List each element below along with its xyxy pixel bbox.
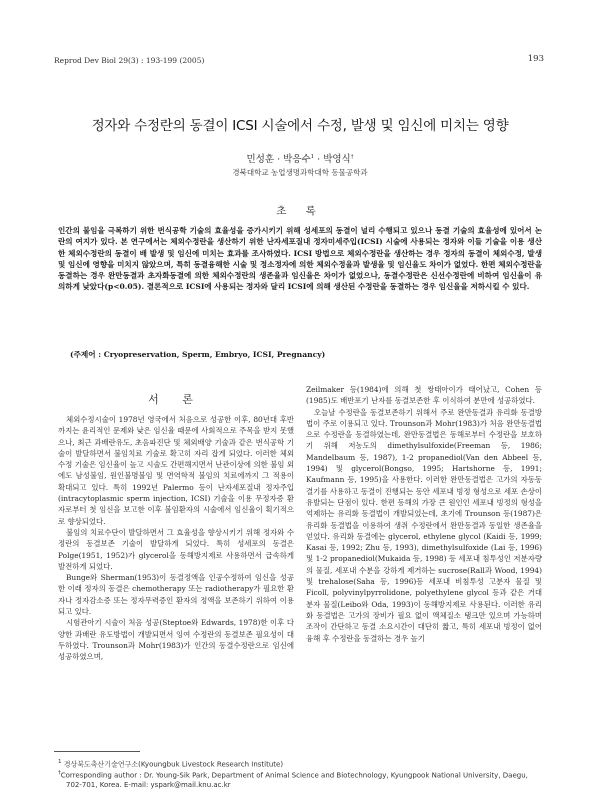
affiliation: 경북대학교 농업생명과학대학 동물공학과 (232, 168, 368, 177)
paragraph: 오늘날 수정란을 동결보존하기 위해서 주로 완만동결과 유리화 동결방법이 주로 이용되고 있다. Trounson과 Mohr(1983)가 처음 완만동결법으로 수정란을 동결하였는데, 완만동결법은 동해로부터 수정란을 보호하기 위해 저농도의 dimethylsulfoxide(Freeman 등, 1986; Mandelbaum 등, 1987), 1-2 propanediol(Van den Abbeel 등, 1994) 및 glycerol(Bongso, 1995; Hartshorne 등, 1991; Kaufmann 등, 1995)을 사용한다. 이러한 완만동결법은 고가의 자동동결기를 사용하고 동결이 진행되는 동안 세포내 빙정 형성으로 세포 손상이 유발되는 단점이 있다. 한편 동해의 가장 큰 원인인 세포내 빙정의 형성을 억제하는 유리화 동결법이 개발되었는데, 초기에 Trounson 등(1987)은 유리화 동결법을 이용하여 생쥐 수정란에서 완만동결과 동일한 생존율을 얻었다. 유리화 동결에는 glycerol, ethylene glycol (Kaidi 등, 1999; Kasai 등, 1992; Zhu 등, 1993), dimethylsulfoxide (Lai 등, 1996) 및 1-2 propanediol(Mukaida 등, 1998) 등 세포내 침투성인 저분자량의 물질, 세포내 수분을 강하게 제거하는 sucrose(Rall과 Wood, 1994) 및 trehalose(Saha 등, 1996)등 세포내 비침투성 고분자 물질 및 Ficoll, polyvinylpyrrolidone, polyethylene glycol 등과 같은 거대분자 물질(Leibo와 Oda, 1993)이 동해방지제로 사용된다. 이러한 유리화 동결법은 고가의 장비가 필요 없이 액체질소 탱크만 있으며 가능하며 조작이 간단하고 동결 소요시간이 대단히 짧고, 특히 세포내 빙정이 없어 융해 후 수정란을 동결하는 경우 높기 (306, 407, 542, 643)
page-number: 193 (527, 54, 544, 64)
author-line (0, 151, 600, 165)
section-heading-introduction: 서 론 (148, 393, 203, 406)
keywords: (주제어 : Cryopreservation, Sperm, Embryo, ICSI, Pregnancy) (70, 350, 326, 359)
footnote-divider (54, 751, 140, 752)
abstract-text: 인간의 불임을 극복하기 위한 번식공학 기술의 효율성을 증가시키기 위해 성세포의 동결이 널리 수행되고 있으나 동결 기술의 효율성에 있어서 논란의 여지가 있다. 본 연구에서는 체외수정란을 생산하기 위한 난자세포질내 정자미세주입(ICSI) 시술에 사용되는 정자와 이들 기술을 이용 생산한 체외수정란의 동결이 배 발생 및 임신에 미치는 효과를 조사하였다. ICSI 방법으로 체외수정란을 생산하는 경우 정자의 동결이 체외수정, 발생 및 임신에 영향을 미치지 않았으며, 특히 동결융해한 시술 및 정소정자에 의한 체외수정율과 발생율 및 임신율도 차이가 없었다. 한편 체외수정란을 동결하는 경우 완만동결과 초자화동결에 의한 체외수정란의 생존율과 임신율은 차이가 없었으나, 동결수정란은 신선수정란에 비하여 임신율이 유의하게 낮았다(p<0.05). 결론적으로 ICSI에 사용되는 정자와 달리 ICSI에 의해 생산된 수정란을 동결하는 경우 임신율을 저하시킬 수 있다. (58, 226, 542, 292)
paragraph: Bunge와 Sherman(1953)이 동결정액을 인공수정하여 임신을 성공한 이래 정자의 동결은 chemotherapy 또는 radiotherapy가 필요한 환자나 정자감소증 또는 정자무력증인 환자의 정액을 보존하기 위하여 이용되고 있다. (58, 573, 294, 617)
paragraph: 체외수정시술이 1978년 영국에서 처음으로 성공한 이후, 80년대 후반까지는 윤리적인 문제와 낮은 임신율 때문에 사회적으로 주목을 받지 못했으나, 최근 과배란유도, 초음파진단 및 체외배양 기술과 같은 번식공학 기술이 발달하면서 불임치료 기술로 확고히 자리 잡게 되었다. 이러한 체외수정 기술은 임신율이 높고 시술도 간편해지면서 난관이상에 의한 불임 외에도 남성불임, 원인불명불임 및 면역학적 불임의 치료에까지 그 적용이 확대되고 있다. 특히 1992년 Palermo 등이 난자세포질내 정자주입(intracytoplasmic sperm injection, ICSI) 기술을 이용 무정자증 환자로부터 첫 임신을 보고한 이후 불임환자의 시술에서 임신율이 획기적으로 향상되었다. (58, 415, 294, 526)
authors-rest: · 박영식 (314, 154, 351, 165)
right-column (306, 384, 542, 644)
paragraph: 불임의 치료수단이 발달하면서 그 효율성을 향상시키기 위해 정자와 수정란의 동결보존 기술이 발달하게 되었다. 특히 성세포의 동결은 Polge(1951, 1952)가 glycerol을 동해방지제로 사용하면서 급속하게 발전하게 되었다. (58, 527, 294, 571)
paper-title: 정자와 수정란의 동결이 ICSI 시술에서 수정, 발생 및 임신에 미치는 영향 (91, 118, 509, 134)
affiliation-mark: 1 (310, 153, 315, 160)
authors-first: 민성훈 · 박응수 (246, 154, 311, 165)
paragraph: Zeilmaker 등(1984)에 의해 첫 쌍태아이가 태어났고, Cohen 등(1985)도 배반포기 난자를 동결보존한 후 이식하여 분만에 성공하였다. (306, 385, 542, 406)
footnote-text: Corresponding author : Dr. Young-Sik Park, Department of Animal Science and Biotechnology, Kyungpook National University, Daegu, (60, 771, 528, 780)
abstract-heading: 초 록 (276, 205, 324, 217)
footnote-mark: 1 (58, 759, 62, 765)
journal-citation: Reprod Dev Biol 29(3) : 193-199 (2005) (54, 56, 205, 65)
footnote-address: 702-701, Korea. E-mail: yspark@mail.knu.ac.kr (66, 781, 231, 789)
footnote-text: 경상북도축산기술연구소(Kyoungbuk Livestock Research Institute) (63, 760, 284, 769)
paragraph: 시험관아기 시술이 처음 성공(Steptoe와 Edwards, 1978)한 이후 다양한 과배란 유도방법이 개발되면서 잉여 수정란의 동결보존 필요성이 대두하였다. Trounson과 Mohr(1983)가 인간의 동결수정란으로 임신에 성공하였으며, (58, 618, 294, 662)
footnote-mark: † (58, 770, 61, 776)
corresponding-mark: † (350, 153, 354, 160)
left-column (58, 414, 294, 663)
